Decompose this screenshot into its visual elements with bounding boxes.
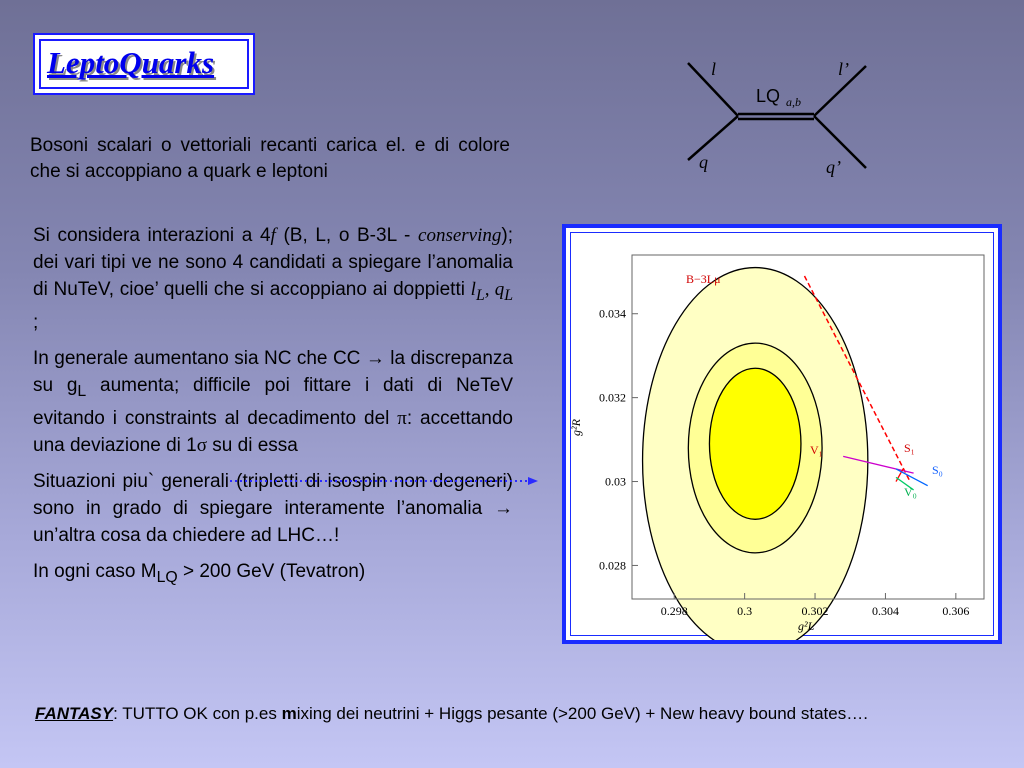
label-s0: S₀ <box>932 463 943 477</box>
p1-a: Si considera interazioni a 4 <box>33 225 271 246</box>
dotted-arrow <box>228 474 543 488</box>
contour-group <box>643 268 868 640</box>
p1-f: f <box>270 225 276 246</box>
slide-title[interactable]: LeptoQuarks <box>47 45 215 80</box>
contour-inner <box>709 368 801 519</box>
p2-gsub: L <box>77 382 87 400</box>
y-tick-label: 0.034 <box>599 306 626 321</box>
p2-c: aumenta; difficile poi fittare i dati di NeTeV evitando i constraints al decadimento del <box>33 374 513 429</box>
p1-conserving: conserving <box>418 225 502 246</box>
x-tick-label: 0.3 <box>737 604 753 618</box>
title-box <box>33 33 255 95</box>
label-q: q <box>699 152 708 172</box>
plot-frame <box>562 224 1002 644</box>
x-tick-label: 0.298 <box>660 604 688 618</box>
label-lq: LQ <box>756 86 781 106</box>
x-axis-label: g²L <box>798 619 815 633</box>
label-lq-sub: a,b <box>786 95 801 109</box>
p1-l: l <box>470 279 476 300</box>
fantasy-label: FANTASY <box>35 704 114 723</box>
y-tick-label: 0.028 <box>599 558 626 573</box>
y-tick-label: 0.032 <box>599 390 626 405</box>
y-axis-label: g²R <box>569 419 583 436</box>
label-v0: V₀ <box>904 485 917 499</box>
p1-comma: , <box>484 279 495 300</box>
paragraph-1 <box>33 222 513 336</box>
footer-rest: ixing dei neutrini + Higgs pesante (>200 GeV) + New heavy bound states…. <box>296 704 868 723</box>
label-v1: V₁ <box>810 443 823 457</box>
p2-d: : accettando una deviazione di 1 <box>33 407 513 456</box>
arrow-right-icon: → <box>365 347 385 369</box>
arrow-right-icon: → <box>494 497 513 519</box>
y-tick-label: 0.03 <box>605 474 626 489</box>
feynman-diagram <box>676 50 876 180</box>
p2-sigma: σ <box>196 434 207 456</box>
p2-a: In generale aumentano sia NC che CC <box>33 347 366 369</box>
footer-colon: : TUTTO OK con p.es <box>113 704 282 723</box>
label-qprime: q’ <box>826 157 841 177</box>
p2-pi: π <box>397 407 407 429</box>
footer-m: m <box>281 704 297 723</box>
subtitle: Bosoni scalari o vettoriali recanti carica el. e di colore che si accoppiano a quark e leptoni <box>30 135 510 182</box>
p3-a: Situazioni piu` generali (tripletti di isospin non degeneri) sono in grado di spiegare interamente l’anomalia <box>33 470 513 519</box>
fermion-line-q <box>688 116 738 160</box>
p1-q: q <box>494 279 505 300</box>
label-lprime: l’ <box>838 59 849 79</box>
label-l: l <box>711 59 717 79</box>
x-tick-label: 0.304 <box>871 604 899 618</box>
label-s1: S₁ <box>904 441 915 455</box>
p1-end: ; <box>33 311 39 333</box>
p1-qsub: L <box>504 286 514 304</box>
p1-c: ); dei vari tipi ve ne sono 4 candidati a spiegare l’anomalia di NuTeV, cioe’ quelli che si accoppiano ai doppietti <box>33 225 513 300</box>
p2-b: la discrepanza su g <box>33 347 513 396</box>
paragraph-2 <box>33 345 513 459</box>
p4-sub: LQ <box>156 568 178 586</box>
p4-a: In ogni caso M <box>33 560 157 582</box>
p1-b: (B, L, o B-3L - <box>275 225 419 246</box>
body-text <box>33 222 513 599</box>
p2-e: su di essa <box>207 434 298 456</box>
footer <box>35 704 1015 724</box>
arrow-head-icon <box>528 477 538 485</box>
p4-b: > 200 GeV (Tevatron) <box>177 560 366 582</box>
x-tick-label: 0.302 <box>801 604 829 618</box>
p1-lsub: L <box>475 286 485 304</box>
x-tick-label: 0.306 <box>942 604 970 618</box>
contour-plot <box>566 228 998 640</box>
line-3 <box>896 469 928 486</box>
paragraph-4 <box>33 558 513 591</box>
p3-b: un’altra cosa da chiedere ad LHC…! <box>33 524 340 546</box>
label-b3l: B−3Lμ <box>686 272 721 286</box>
